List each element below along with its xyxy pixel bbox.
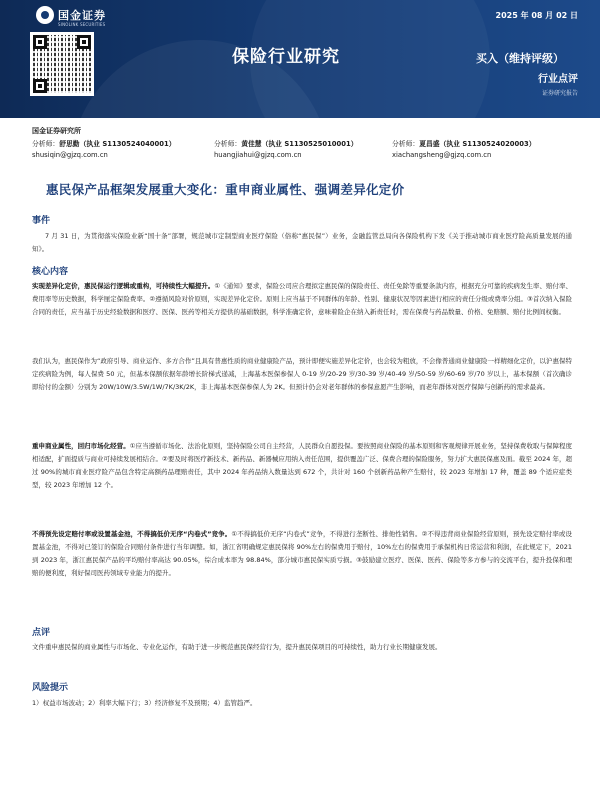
comment-text: 文件重申惠民保的商业属性与市场化、专业化运作，有助于进一步规范惠民保经营行为，提升惠民保项目的可持续性，助力行业长期健康发展。: [32, 643, 442, 651]
analyst-item: [32, 139, 214, 161]
logo-text: 国金证券: [58, 9, 106, 22]
institute-name: 国金证券研究所: [32, 127, 81, 135]
risk-text: 1）权益市场波动；2）利率大幅下行；3）经济修复不及预期；4）监管趋严。: [32, 699, 257, 707]
analyst-email[interactable]: xiachangsheng@gjzq.com.cn: [392, 151, 492, 159]
analyst-label: 分析师：: [392, 140, 420, 148]
core-paragraph-4: [32, 528, 572, 580]
report-date: 2025 年 08 月 02 日: [495, 11, 578, 20]
risk-paragraph: [32, 697, 572, 710]
rating-label: 买入（维持评级）: [476, 52, 564, 65]
report-label: 证券研究报告: [541, 90, 578, 97]
section-heading-comment: 点评: [32, 628, 51, 638]
logo-icon: [36, 6, 54, 24]
analyst-email[interactable]: shusiqin@gjzq.com.cn: [32, 151, 108, 159]
analyst-item: [214, 139, 392, 161]
banner-title: 保险行业研究: [232, 47, 340, 67]
section-heading-event: 事件: [32, 216, 51, 226]
qr-code-icon: [30, 32, 94, 96]
header-banner: [0, 0, 600, 118]
section-heading-core: 核心内容: [32, 267, 69, 277]
core-paragraph-2: [32, 355, 572, 394]
core-paragraph-1: [32, 280, 572, 319]
analyst-label: 分析师：: [214, 140, 242, 148]
analyst-item: [392, 139, 572, 161]
report-title: 惠民保产品框架发展重大变化：重申商业属性、强调差异化定价: [46, 182, 405, 197]
analyst-list: [32, 139, 572, 161]
core-p1-lead: 实现差异化定价，惠民保运行逻辑或重构，可持续性大幅提升。: [32, 282, 215, 290]
core-p4-lead: 不得预先设定赔付率或设置基金池，不得搞低价无序“内卷式”竞争。: [32, 530, 232, 538]
core-p4-text: ①不得搞低价无序“内卷式”竞争，不得进行垄断性、排他性销售。②不得违背商业保险经营原则，预先设定赔付率或设置基金池，不得对已签订的保险合同赔付条件进行当年调整。如，浙江省明确规定惠民保将 90%左右的保费用于赔付，10%左右的保费用于承保机构日常运营和利润，在此规定下，2021 到 2023 年，浙江惠民保产品的平均赔付率高达 90.05%，综合成本率为 98.84%，部分城市惠民保实质亏损。③鼓励建立医疗、医保、医药、保险等多方参与的交流平台，提升投保和理赔的便利度，利好保司医药领域专业能力的提升。: [32, 530, 573, 577]
core-p3-text: ①应当遵循市场化、法治化原则，坚持保险公司自主经营，人民群众自愿投保。要按照商业保险的基本原则和客观规律开展业务，坚持保费收取与保障程度相适配，扩面提质与商业可持续发展相结合。②要及时将医疗新技术、新药品、新器械应用纳入责任范围，提供覆盖广泛、保费合理的保险服务，努力扩大惠民保惠及面。截至 2024 年，超过 90%的城市商业医疗险产品包含特定高额药品理赔责任，其中 2024 年药品纳入数量达到 672 个，共计对 160 个创新药品种产生赔付，较 2023 年增加 17 种，覆盖 89 个适应症类型，较 2023 年增加 12 个。: [32, 442, 573, 489]
core-p1-text: ①《通知》要求，保险公司应合理拟定惠民保的保险责任、责任免除等重要条款内容，根据充分可靠的疾病发生率、赔付率、费用率等历史数据，科学厘定保险费率。②遵循风险对价原则，实现差异化定价。原则上应当基于不同群体的年龄、性别、健康状况等因素进行相应的责任分级或费率分组。③首次纳入保险合同的责任，应当基于历史经验数据和医疗、医保、医药等相关方提供的基础数据，科学准确定价，意味着险企在纳入新责任时，需在保费与药品数量、价格、免赔额、赔付比例间权衡。: [32, 282, 573, 316]
section-heading-risk: 风险提示: [32, 683, 69, 693]
logo-subtext: SINOLINK SECURITIES: [58, 22, 106, 27]
event-paragraph: [32, 230, 572, 256]
analyst-label: 分析师：: [32, 140, 60, 148]
report-type: 行业点评: [538, 74, 578, 85]
core-p3-lead: 重申商业属性，回归市场化经营。: [32, 442, 130, 450]
comment-paragraph: [32, 641, 572, 654]
analyst-name: 夏昌盛（执业 S1130524020003）: [419, 140, 536, 148]
event-text: 7 月 31 日，为贯彻落实保险业新“国十条”部署，规范城市定制型商业医疗保险（俗称“惠民保”）业务，金融监管总局向各保险机构下发《关于推动城市商业医疗险高质量发展的通知》。: [32, 232, 572, 253]
analyst-name: 舒思勤（执业 S1130524040001）: [59, 140, 176, 148]
core-p2-text: 我们认为，惠民保作为“政府引导、商业运作、多方合作”且具有普惠性质的商业健康险产品，预计即便实施差异化定价，也会较为粗放，不会像普通商业健康险一样精细化定价，以沪惠保特定疾病险为例，每人保费 50 元，但基本保额依据年龄增长阶梯式递减，上海基本医保参保人 0-19 岁/20-29 岁/30-39 岁/40-49 岁/50-59 岁/60-69 岁/70 岁以上，基本保额（首次确诊即给付的金额）分别为 20W/10W/3.5W/1W/7K/3K/2K，非上海基本医保参保人为 2K。但预计仍会对老年群体的参保意愿产生影响，而老年群体对医疗保障与创新药的需求最高。: [32, 357, 572, 391]
analyst-name: 黄佳慧（执业 S1130525010001）: [241, 140, 358, 148]
core-paragraph-3: [32, 440, 572, 492]
analyst-email[interactable]: huangjiahui@gjzq.com.cn: [214, 151, 302, 159]
